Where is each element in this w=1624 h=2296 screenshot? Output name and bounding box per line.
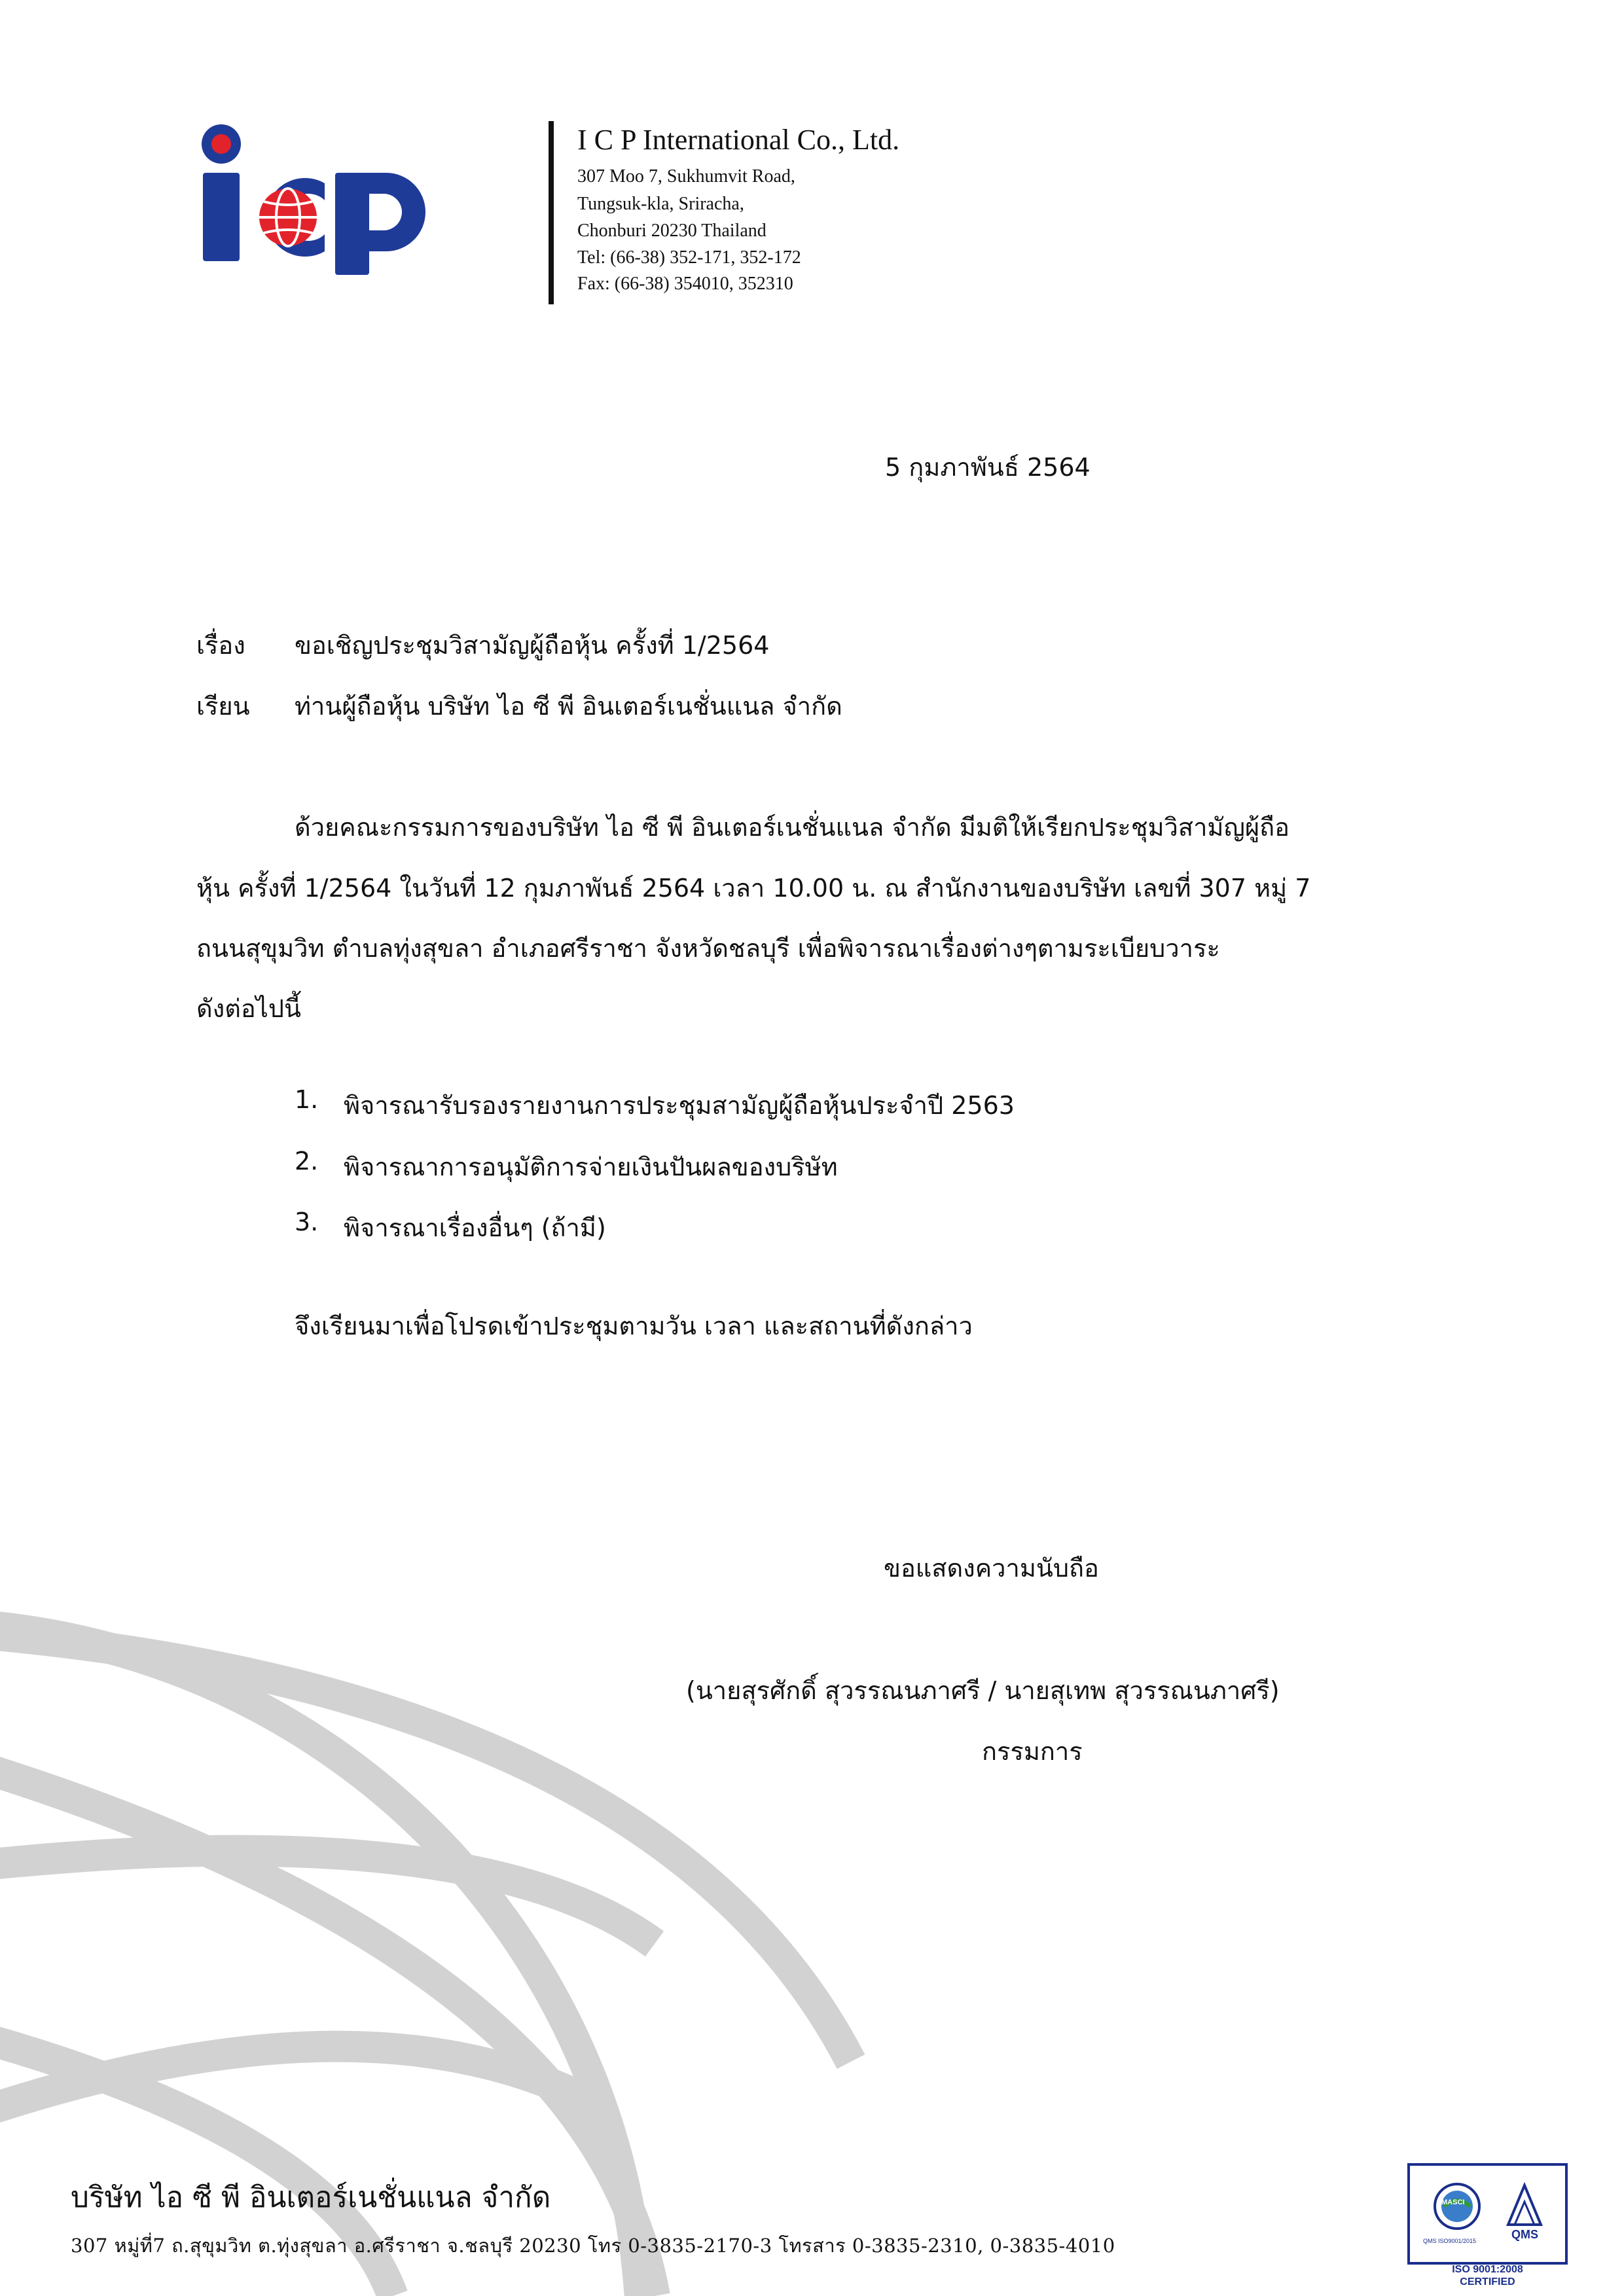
fax-line: Fax: (66-38) 354010, 352310 (577, 274, 793, 294)
address-line: Chonburi 20230 Thailand (577, 221, 767, 241)
iso-caption-line: CERTIFIED (1460, 2276, 1515, 2287)
footer-company-name: บริษัท ไอ ซี พี อินเตอร์เนชั่นแนล จำกัด (71, 2181, 551, 2214)
phone-line: Tel: (66-38) 352-171, 352-172 (577, 247, 801, 268)
agenda-number: 1. (295, 1085, 319, 1114)
subject-label: เรื่อง (196, 631, 245, 660)
body-line: หุ้น ครั้งที่ 1/2564 ในวันที่ 12 กุมภาพันธ์ 2564 เวลา 10.00 น. ณ สำนักงานของบริษัท เลขที่ 307 หมู่ 7 (196, 874, 1311, 903)
body-line: ด้วยคณะกรรมการของบริษัท ไอ ซี พี อินเตอร์เนชั่นแนล จำกัด มีมติให้เรียกประชุมวิสามัญผู้ถือ (295, 813, 1290, 842)
letter-date: 5 กุมภาพันธ์ 2564 (885, 453, 1091, 482)
footer-address: 307 หมู่ที่7 ถ.สุขุมวิท ต.ทุ่งสุขลา อ.ศรีราชา จ.ชลบุรี 20230 โทร 0-3835-2170-3 โทรสาร 0-3835-2310, 0-3835-4010 (71, 2234, 1115, 2257)
recipient-text: ท่านผู้ถือหุ้น บริษัท ไอ ซี พี อินเตอร์เนชั่นแนล จำกัด (295, 692, 842, 721)
qms-code: QMS ISO9001/2015 (1423, 2238, 1477, 2244)
iso-certification-badge (1407, 2163, 1568, 2265)
iso-caption-line: ISO 9001:2008 (1452, 2264, 1523, 2275)
agenda-item: พิจารณาเรื่องอื่นๆ (ถ้ามี) (344, 1213, 606, 1242)
qms-label: QMS (1511, 2228, 1539, 2241)
signatories: (นายสุรศักดิ์ สุวรรณนภาศรี / นายสุเทพ สุวรรณนภาศรี) (686, 1676, 1280, 1705)
regards: ขอแสดงความนับถือ (884, 1554, 1099, 1583)
agenda-item: พิจารณาการอนุมัติการจ่ายเงินปันผลของบริษัท (344, 1153, 838, 1181)
iso-caption (1407, 2263, 1568, 2288)
body-line: ถนนสุขุมวิท ตำบลทุ่งสุขลา อำเภอศรีราชา จังหวัดชลบุรี เพื่อพิจารณาเรื่องต่างๆตามระเบียบวาระ (196, 934, 1220, 963)
body-line: ดังต่อไปนี้ (196, 994, 301, 1023)
recipient-label: เรียน (196, 692, 250, 721)
certification-marks-icon (1410, 2166, 1565, 2262)
signatory-position: กรรมการ (982, 1737, 1083, 1766)
closing-line: จึงเรียนมาเพื่อโปรดเข้าประชุมตามวัน เวลา และสถานที่ดังกล่าว (295, 1312, 973, 1340)
agenda-number: 2. (295, 1147, 319, 1175)
address-line: Tungsuk-kla, Sriracha, (577, 194, 744, 214)
agenda-number: 3. (295, 1208, 319, 1236)
subject-text: ขอเชิญประชุมวิสามัญผู้ถือหุ้น ครั้งที่ 1/2564 (295, 631, 770, 660)
agenda-item: พิจารณารับรองรายงานการประชุมสามัญผู้ถือหุ้นประจำปี 2563 (344, 1091, 1015, 1120)
address-line: 307 Moo 7, Sukhumvit Road, (577, 166, 795, 187)
company-name-en: I C P International Co., Ltd. (577, 124, 900, 156)
icp-logo (190, 118, 439, 275)
masci-label: MASCI (1441, 2198, 1465, 2206)
letterhead-divider (549, 121, 554, 304)
